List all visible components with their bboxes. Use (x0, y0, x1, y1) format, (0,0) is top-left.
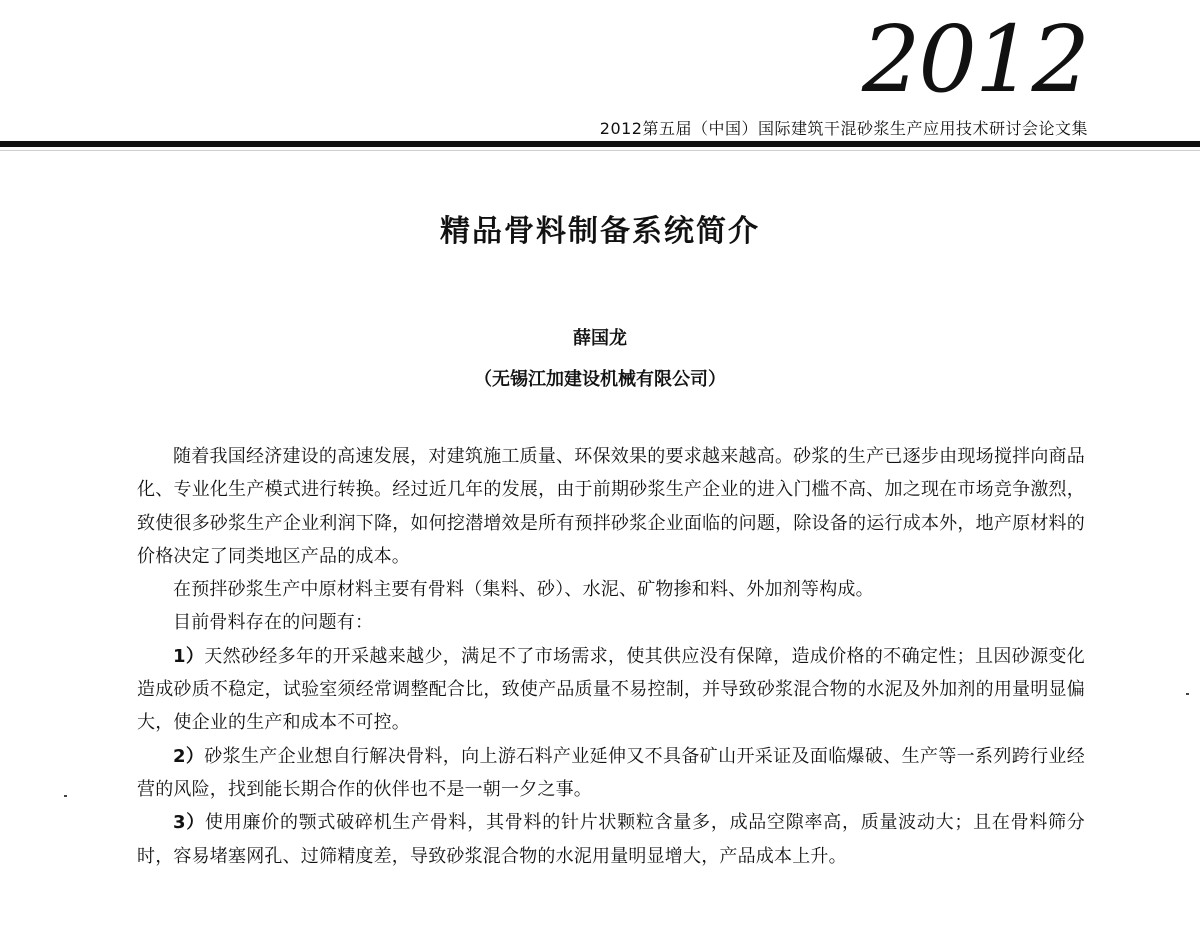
list-item (137, 640, 1085, 740)
list-item (137, 806, 1085, 873)
header-year: 2012 (861, 6, 1088, 113)
list-item-text: 天然砂经多年的开采越来越少，满足不了市场需求，使其供应没有保障，造成价格的不确定性；且因砂源变化造成砂质不稳定，试验室须经常调整配合比，致使产品质量不易控制，并导致砂浆混合物的水泥及外加剂的用量明显偏大，使企业的生产和成本不可控。 (137, 645, 1085, 734)
header-series-title: 2012第五届（中国）国际建筑干混砂浆生产应用技术研讨会论文集 (599, 119, 1088, 138)
body-paragraph: 在预拌砂浆生产中原材料主要有骨料（集料、砂）、水泥、矿物掺和料、外加剂等构成。 (173, 579, 874, 601)
list-item (137, 740, 1085, 807)
header-rule-shadow (0, 150, 1200, 151)
scan-speck (1186, 693, 1189, 695)
list-item-number: 3） (173, 812, 205, 834)
body-paragraph: 目前骨料存在的问题有： (173, 612, 374, 634)
list-item-text: 砂浆生产企业想自行解决骨料，向上游石料产业延伸又不具备矿山开采证及面临爆破、生产等一系列跨行业经营的风险，找到能长期合作的伙伴也不是一朝一夕之事。 (137, 745, 1085, 800)
paper-title: 精品骨料制备系统简介 (440, 214, 760, 249)
body-paragraph: 随着我国经济建设的高速发展，对建筑施工质量、环保效果的要求越来越高。砂浆的生产已逐步由现场搅拌向商品化、专业化生产模式进行转换。经过近几年的发展，由于前期砂浆生产企业的进入门槛不高、加之现在市场竞争激烈，致使很多砂浆生产企业利润下降，如何挖潜增效是所有预拌砂浆企业面临的问题，除设备的运行成本外，地产原材料的价格决定了同类地区产品的成本。 (137, 446, 1085, 567)
scan-speck (64, 795, 67, 797)
author-name: 薛国龙 (573, 328, 627, 349)
list-item-number: 2） (173, 745, 205, 767)
header-rule (0, 141, 1200, 147)
list-item-text: 使用廉价的颚式破碎机生产骨料，其骨料的针片状颗粒含量多，成品空隙率高，质量波动大；且在骨料筛分时，容易堵塞网孔、过筛精度差，导致砂浆混合物的水泥用量明显增大，产品成本上升。 (137, 812, 1085, 867)
author-affiliation: （无锡江加建设机械有限公司） (474, 369, 726, 390)
body-text (137, 440, 1085, 873)
list-item-number: 1） (173, 645, 205, 667)
running-header (0, 0, 1200, 160)
